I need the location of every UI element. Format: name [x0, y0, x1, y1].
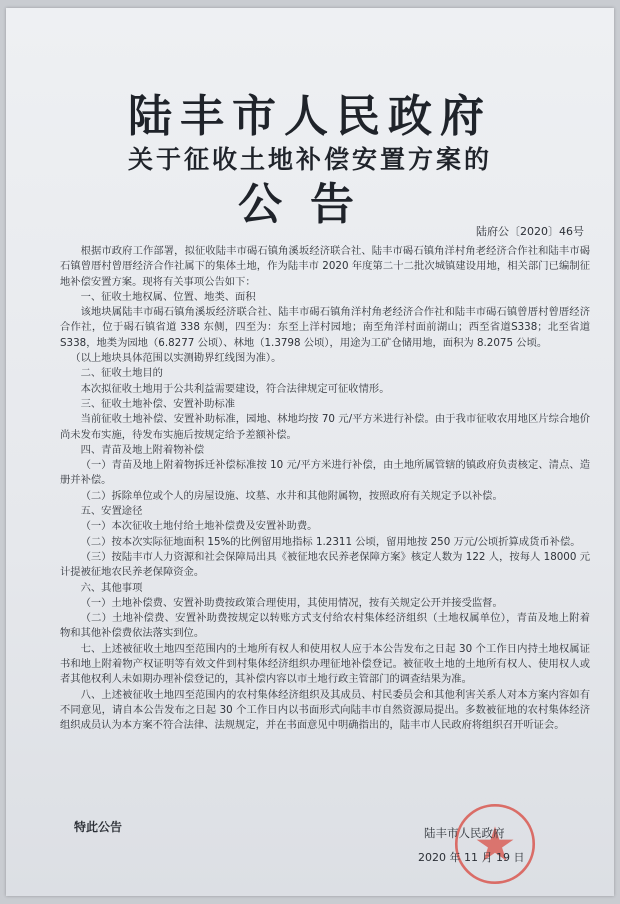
body-paragraph: （二）拆除单位或个人的房屋设施、坟墓、水井和其他附属物，按照政府有关规定予以补偿。	[80, 489, 503, 502]
section-heading: 四、青苗及地上附着物补偿	[80, 443, 205, 456]
body-paragraph: （一）本次征收土地付给土地补偿费及安置补助费。	[80, 520, 318, 533]
notice-subtitle: 关于征收土地补偿安置方案的	[127, 145, 492, 174]
notice-document	[6, 8, 614, 896]
body-paragraph: 本次拟征收土地用于公共利益需要建设，符合法律规定可征收情形。	[80, 382, 390, 395]
body-paragraph: （二）土地补偿费、安置补助费按规定以转账方式支付给农村集体经济组织（土地权属单位），青苗及地上附着物和其他补偿费依法落实到位。	[60, 612, 590, 640]
section-heading: 三、征收土地补偿、安置补助标准	[80, 397, 236, 410]
signing-date: 2020 年 11 月 19 日	[418, 851, 525, 864]
body-paragraph: 七、上述被征收土地四至范围内的土地所有权人和使用权人应于本公告发布之日起 30 个工作日内持土地权属证书和地上附着物产权证明等有效文件到村集体经济组织办理征地补偿登记。被征收土地的土地所有权人、使用权人或者其他权利人未如期办理补偿登记的，其补偿内容以市土地行政主管部门的调查结果为准。	[60, 642, 590, 686]
body-paragraph: （二）按本次实际征地面积 15%的比例留用地指标 1.2311 公顷，留用地按 250 万元/公顷折算成货币补偿。	[80, 535, 581, 548]
notice-heading: 公告	[238, 179, 382, 230]
body-paragraph: 当前征收土地补偿、安置补助标准，园地、林地均按 70 元/平方米进行补偿。由于我市征收农用地区片综合地价尚未发布实施，待发布实施后按规定给予差额补偿。	[60, 413, 590, 441]
body-paragraph: （三）按陆丰市人力资源和社会保障局出具《被征地农民养老保障方案》核定人数为 122 人，按每人 18000 元计提被征地农民养老保障资金。	[60, 550, 590, 579]
section-heading: 五、安置途径	[80, 505, 143, 518]
official-seal-icon	[451, 800, 539, 888]
signing-organization: 陆丰市人民政府	[424, 826, 505, 840]
section-heading: 一、征收土地权属、位置、地类、面积	[80, 290, 256, 303]
government-title: 陆丰市人民政府	[128, 91, 492, 142]
notice-body	[60, 244, 590, 734]
document-number: 陆府公〔2020〕46号	[476, 225, 584, 238]
body-paragraph: （一）土地补偿费、安置补助费按政策合理使用，其使用情况，按有关规定公开并接受监督。	[80, 596, 503, 609]
section-heading: 二、征收土地目的	[80, 367, 163, 380]
body-paragraph: （一）青苗及地上附着物拆迁补偿标准按 10 元/平方米进行补偿，由土地所属管辖的镇政府负责核定、清点、造册并补偿。	[60, 459, 590, 487]
body-paragraph: （以上地块具体范围以实测勘界红线图为准）。	[70, 352, 282, 365]
closing-text: 特此公告	[74, 820, 123, 834]
section-heading: 六、其他事项	[80, 581, 143, 594]
body-paragraph: 八、上述被征收土地四至范围内的农村集体经济组织及其成员、村民委员会和其他利害关系人对本方案内容如有不同意见，请自本公告发布之日起 30 个工作日内以书面形式向陆丰市自然资源局提出。多数被征地的农村集体经济组织成员认为本方案不符合法律、法规规定，并在书面意见中明确指出的，陆丰市人民政府将组织召开听证会。	[60, 688, 590, 732]
intro-paragraph: 根据市政府工作部署，拟征收陆丰市碣石镇角溪坂经济联合社、陆丰市碣石镇角洋村角老经济合作社和陆丰市碣石镇曾厝村曾厝经济合作社属下的集体土地，作为陆丰市 2020 年度第二十二批次城镇建设用地，相关部门已编制征地补偿安置方案。现将有关事项公告如下：	[60, 245, 590, 288]
body-paragraph: 该地块属陆丰市碣石镇角溪坂经济联合社、陆丰市碣石镇角洋村角老经济合作社和陆丰市碣石镇曾厝村曾厝经济合作社，位于碣石镇省道 338 东侧，四至为：东至上洋村园地；南至角洋村面前湖山；西至省道S338；北至省道S338，地类为园地（6.8277 公顷）、林地（1.3798 公顷），用途为工矿仓储用地，面积为 8.2075 公顷。	[60, 306, 590, 349]
